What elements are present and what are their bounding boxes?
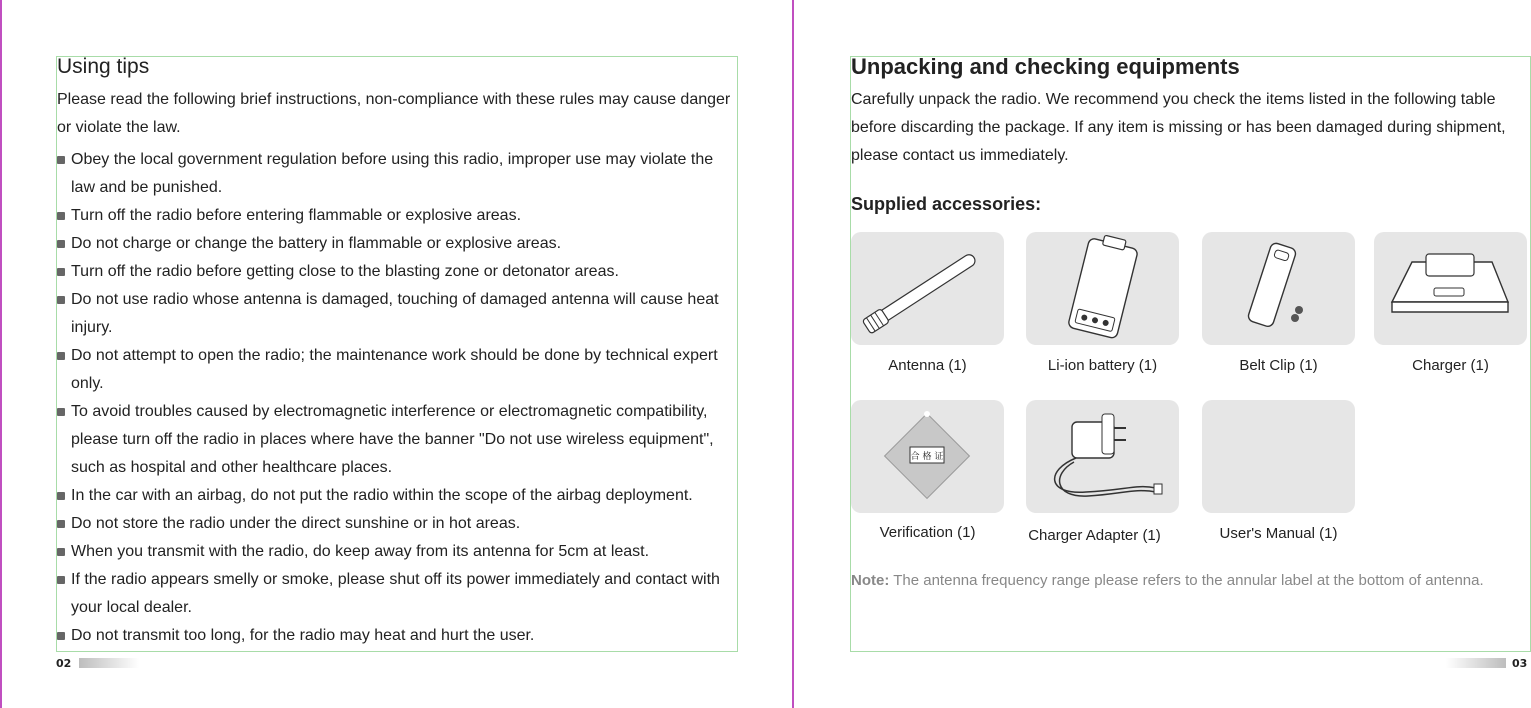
verification-tag-icon xyxy=(851,400,1004,513)
bullet-icon xyxy=(57,296,65,304)
note-label: Note: xyxy=(851,572,890,589)
list-item xyxy=(57,622,737,650)
tip-text: Turn off the radio before getting close to the blasting zone or detonator areas. xyxy=(71,263,619,280)
accessory-label: Verification (1) xyxy=(879,524,976,541)
tip-text: Turn off the radio before entering flammable or explosive areas. xyxy=(71,207,522,224)
list-item xyxy=(57,230,737,258)
tip-text: To avoid troubles caused by electromagnetic interference or electromagnetic compatibility, please turn off the radio in places where have the banner "Do not use wireless equipment", such as hospital and other healthcare places. xyxy=(71,403,714,476)
accessory-label: User's Manual (1) xyxy=(1219,525,1338,542)
bullet-icon xyxy=(57,268,65,276)
bullet-icon xyxy=(57,576,65,584)
list-item xyxy=(57,482,737,510)
list-item xyxy=(57,398,737,482)
accessories-heading: Supplied accessories: xyxy=(851,194,1042,214)
list-item xyxy=(57,286,737,342)
verification-tag-text: 合 格 证 xyxy=(910,452,944,462)
right-page-intro: Carefully unpack the radio. We recommend you check the items listed in the following table before discarding the package. If any item is missing or has been damaged during shipment, please contact us immediately. xyxy=(851,91,1506,164)
accessory-label: Antenna (1) xyxy=(888,357,967,374)
list-item xyxy=(57,342,737,398)
center-binding-edge xyxy=(792,0,794,708)
list-item xyxy=(57,538,737,566)
bullet-icon xyxy=(57,520,65,528)
accessory-label: Li-ion battery (1) xyxy=(1047,357,1158,374)
antenna-note xyxy=(851,572,1484,589)
bullet-icon xyxy=(57,156,65,164)
left-page-intro: Please read the following brief instructions, non-compliance with these rules may cause danger or violate the law. xyxy=(57,91,731,136)
bullet-icon xyxy=(57,632,65,640)
tip-text: If the radio appears smelly or smoke, please shut off its power immediately and contact with your local dealer. xyxy=(71,571,720,616)
bullet-icon xyxy=(57,492,65,500)
bullet-icon xyxy=(57,408,65,416)
battery-icon xyxy=(1026,232,1179,345)
tip-text: In the car with an airbag, do not put the radio within the scope of the airbag deployment. xyxy=(71,487,693,504)
note-text: The antenna frequency range please refers to the annular label at the bottom of antenna. xyxy=(893,572,1484,589)
tip-text: When you transmit with the radio, do keep away from its antenna for 5cm at least. xyxy=(71,543,650,560)
list-item xyxy=(57,566,737,622)
bullet-icon xyxy=(57,212,65,220)
bullet-icon xyxy=(57,240,65,248)
tip-text: Do not transmit too long, for the radio may heat and hurt the user. xyxy=(71,627,535,644)
belt-clip-icon xyxy=(1202,232,1355,345)
page-number-left: 02 xyxy=(56,657,72,670)
list-item xyxy=(57,510,737,538)
tip-text: Do not attempt to open the radio; the maintenance work should be done by technical expert only. xyxy=(71,347,718,392)
tip-text: Do not store the radio under the direct sunshine or in hot areas. xyxy=(71,515,521,532)
charger-icon xyxy=(1374,232,1527,345)
right-page-title: Unpacking and checking equipments xyxy=(851,54,1240,79)
list-item xyxy=(57,258,737,286)
left-binding-edge xyxy=(0,0,2,708)
antenna-icon xyxy=(851,232,1004,345)
list-item xyxy=(57,146,737,202)
bullet-icon xyxy=(57,548,65,556)
bullet-icon xyxy=(57,352,65,360)
left-page-title: Using tips xyxy=(57,55,150,78)
list-item xyxy=(57,202,737,230)
accessory-label: Belt Clip (1) xyxy=(1239,357,1318,374)
tip-text: Obey the local government regulation before using this radio, improper use may violate the law and be punished. xyxy=(71,151,714,196)
manual-placeholder xyxy=(1202,400,1355,513)
page-number-bar-left xyxy=(79,658,139,668)
charger-adapter-icon xyxy=(1026,400,1179,513)
accessory-label: Charger Adapter (1) xyxy=(1028,527,1161,544)
accessory-label: Charger (1) xyxy=(1412,357,1489,374)
tip-text: Do not charge or change the battery in flammable or explosive areas. xyxy=(71,235,562,252)
page-number-bar-right xyxy=(1446,658,1506,668)
tip-text: Do not use radio whose antenna is damaged, touching of damaged antenna will cause heat injury. xyxy=(71,291,719,336)
tips-list xyxy=(57,146,737,650)
page-number-right: 03 xyxy=(1512,657,1528,670)
